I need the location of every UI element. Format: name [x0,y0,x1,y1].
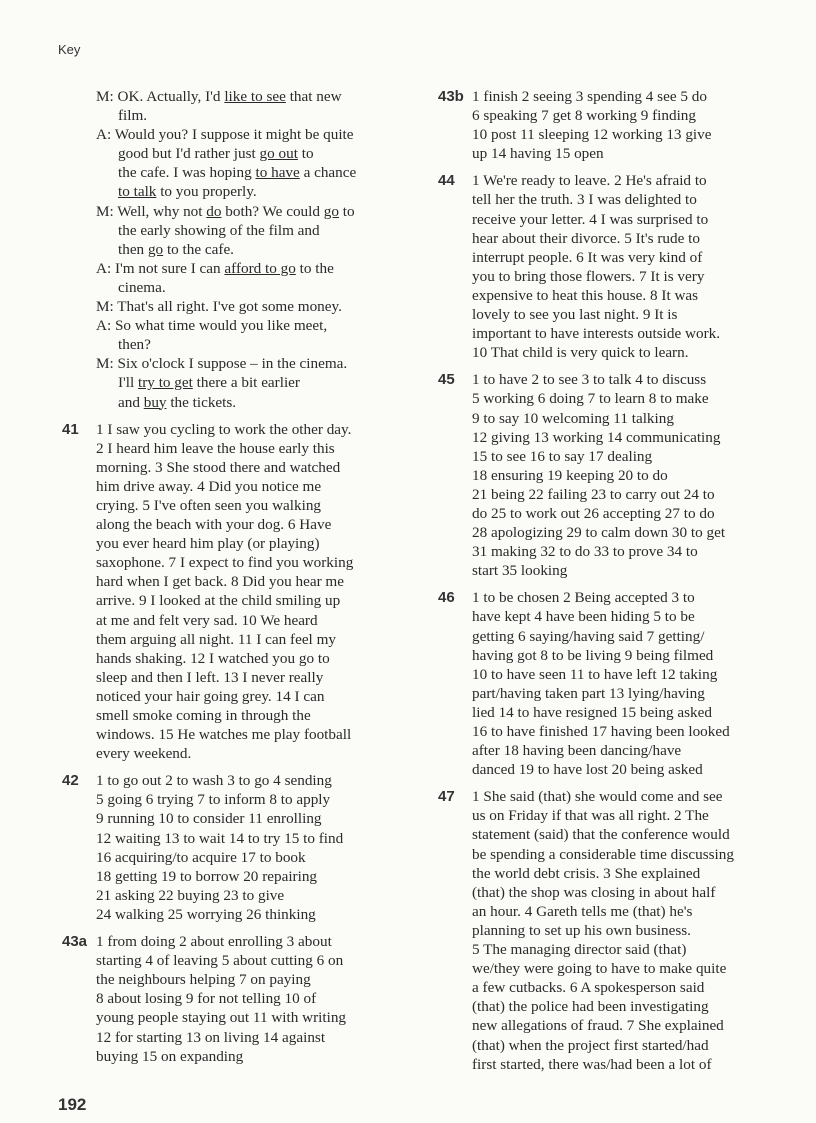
dialogue-line [96,144,418,163]
dialogue-line [96,202,418,221]
dialogue-text: the tickets. [166,393,237,411]
dialogue-text: cinema. [118,278,166,296]
answer-line: buying 15 on expanding [96,1047,244,1065]
dialogue-text: to the [295,259,334,277]
dialogue-line [96,240,418,259]
answer-line: 1 finish 2 seeing 3 spending 4 see 5 do [472,88,707,105]
answer-line: first started, there was/had been a lot of [472,1055,712,1073]
answer-line: the world debt crisis. 3 She explained [472,864,701,882]
dialogue-text: a chance [299,164,357,182]
dialogue-line [96,163,418,182]
answer-line: 6 speaking 7 get 8 working 9 finding [472,107,696,125]
answer-line: up 14 having 15 open [472,145,604,163]
exercise-46 [438,588,806,779]
underlined-verb: afford to go [224,259,296,277]
dialogue-line [96,393,418,412]
answer-line: tell her the truth. 3 I was delighted to [472,191,697,209]
exercise-41 [62,420,418,764]
answer-line: 5 The managing director said (that) [472,941,687,959]
answer-line: along the beach with your dog. 6 Have [96,516,332,534]
dialogue-text: the cafe. I was hoping [118,164,256,182]
answer-line: have kept 4 have been hiding 5 to be [472,608,695,626]
answer-line: having got 8 to be living 9 being filmed [472,646,714,664]
answer-line: saxophone. 7 I expect to find you working [96,554,354,572]
dialogue-line [96,221,418,240]
answer-line: statement (said) that the conference would [472,826,730,844]
answer-line: we/they were going to have to make quite [472,960,727,978]
answer-line: expensive to heat this house. 8 It was [472,286,699,304]
answer-line: noticed your hair going grey. 14 I can [96,687,325,705]
answer-line: 8 about losing 9 for not telling 10 of [96,990,317,1008]
exercise-47 [438,787,806,1073]
answer-line: 12 waiting 13 to wait 14 to try 15 to find [96,829,344,847]
answer-line: 21 asking 22 buying 23 to give [96,886,285,904]
dialogue-text: and [118,393,144,411]
answer-line: crying. 5 I've often seen you walking [96,496,322,514]
dialogue-block [62,87,418,412]
dialogue-text: M: OK. Actually, I'd [96,88,225,105]
answer-line: 2 I heard him leave the house early this [96,439,335,457]
dialogue-text: good but I'd rather just [118,145,260,163]
dialogue-text: then [118,240,148,258]
dialogue-line [96,278,418,297]
answer-line: 16 to have finished 17 having been looked [472,723,730,740]
dialogue-line [96,373,418,392]
dialogue-text: A: I'm not sure I can [96,259,225,277]
underlined-verb: go out [259,145,298,163]
exercise-number: 41 [62,420,79,438]
answer-line: 1 to have 2 to see 3 to talk 4 to discuss [472,371,707,389]
underlined-verb: buy [143,393,167,411]
answer-line: 5 working 6 doing 7 to learn 8 to make [472,390,709,408]
answer-line: 9 to say 10 welcoming 11 talking [472,409,674,427]
answer-line: 10 That child is very quick to learn. [472,344,689,362]
dialogue-text: the early showing of the film and [118,221,320,239]
answer-line: 10 post 11 sleeping 12 working 13 give [472,126,712,144]
dialogue-line [96,259,418,278]
answer-line: the neighbours helping 7 on paying [96,971,311,989]
answer-line: 16 acquiring/to acquire 17 to book [96,848,306,866]
dialogue-line [96,297,418,316]
answer-line: 24 walking 25 worrying 26 thinking [96,905,316,923]
answer-line: sleep and then I left. 13 I never really [96,668,324,686]
answer-line: receive your letter. 4 I was surprised to [472,210,709,228]
dialogue-text: to you properly. [156,183,257,201]
answer-line: 15 to see 16 to say 17 dealing [472,447,653,465]
answer-line: every weekend. [96,745,192,763]
answer-line: lovely to see you last night. 9 It is [472,306,678,324]
exercise-44 [438,171,806,362]
answer-line: 1 from doing 2 about enrolling 3 about [96,933,332,951]
answer-line: 1 We're ready to leave. 2 He's afraid to [472,172,707,190]
answer-line: starting 4 of leaving 5 about cutting 6 on [96,952,344,970]
answer-line: 10 to have seen 11 to have left 12 taking [472,665,718,683]
exercise-number: 42 [62,772,79,790]
answer-line: a few cutbacks. 6 A spokesperson said [472,979,705,997]
dialogue-line [96,106,418,125]
answer-line: him drive away. 4 Did you notice me [96,477,322,495]
right-column [438,87,806,1082]
dialogue-text: to [338,202,355,220]
answer-line: them arguing all night. 11 I can feel my [96,630,336,648]
exercise-43b [438,87,806,163]
answer-line: getting 6 saying/having said 7 getting/ [472,627,705,645]
dialogue-line [96,182,418,201]
underlined-verb: to talk [118,183,157,201]
dialogue-text: to the cafe. [163,240,234,258]
answer-line: part/having taken part 13 lying/having [472,684,705,702]
answer-line: 5 going 6 trying 7 to inform 8 to apply [96,791,331,809]
dialogue-line [96,316,418,335]
underlined-verb: go [147,240,164,258]
answer-line: at me and felt very sad. 10 We heard [96,611,318,629]
answer-line: 18 ensuring 19 keeping 20 to do [472,466,668,484]
exercise-42 [62,771,418,924]
dialogue-line [96,87,418,106]
left-column [62,87,418,1074]
answer-line: 28 apologizing 29 to calm down 30 to get [472,524,726,542]
answer-line: 18 getting 19 to borrow 20 repairing [96,867,318,885]
answer-line: danced 19 to have lost 20 being asked [472,761,703,779]
answer-line: after 18 having been dancing/have [472,742,682,760]
answer-line: 21 being 22 failing 23 to carry out 24 to [472,485,715,503]
answer-line: important to have interests outside work. [472,325,721,343]
dialogue-text: M: That's all right. I've got some money. [96,298,342,316]
answer-line: interrupt people. 6 It was very kind of [472,248,703,266]
exercise-number: 47 [438,788,455,806]
answer-line: lied 14 to have resigned 15 being asked [472,703,712,721]
dialogue-line [96,354,418,373]
dialogue-text: that new [285,88,342,105]
answer-line: us on Friday if that was all right. 2 The [472,807,709,825]
exercise-number: 44 [438,172,455,190]
underlined-verb: like to see [224,88,286,105]
underlined-verb: go [323,202,339,220]
dialogue-text: film. [118,107,148,125]
answer-line: windows. 15 He watches me play football [96,726,352,744]
answer-line: 9 running 10 to consider 11 enrolling [96,810,322,828]
dialogue-text: M: Six o'clock I suppose – in the cinema. [96,355,348,373]
answer-line: you to bring those flowers. 7 It is very [472,267,705,285]
answer-line: 12 giving 13 working 14 communicating [472,428,721,446]
answer-line: (that) the police had been investigating [472,998,709,1016]
answer-line: 1 to go out 2 to wash 3 to go 4 sending [96,772,332,790]
dialogue-text: A: So what time would you like meet, [96,317,328,335]
answer-line: 1 She said (that) she would come and see [472,788,723,806]
underlined-verb: to have [255,164,300,182]
answer-line: do 25 to work out 26 accepting 27 to do [472,504,715,522]
answer-line: an hour. 4 Gareth tells me (that) he's [472,902,693,920]
dialogue-text: I'll [118,374,139,392]
answer-line: hard when I get back. 8 Did you hear me [96,573,344,591]
answer-line: start 35 looking [472,562,568,580]
answer-line: be spending a considerable time discussing [472,845,734,863]
exercise-number: 43b [438,88,464,105]
dialogue-text: A: Would you? I suppose it might be quite [96,126,354,144]
answer-line: planning to set up his own business. [472,921,691,939]
answer-line: (that) when the project first started/had [472,1036,709,1054]
answer-line: hands shaking. 12 I watched you go to [96,649,330,667]
dialogue-text: there a bit earlier [192,374,300,392]
answer-line: arrive. 9 I looked at the child smiling up [96,592,341,610]
answer-line: (that) the shop was closing in about half [472,883,716,901]
exercise-number: 43a [62,933,88,951]
dialogue-text: both? We could [221,202,324,220]
answer-line: new allegations of fraud. 7 She explained [472,1017,724,1035]
exercise-43a [62,932,418,1066]
dialogue-text: then? [118,336,151,354]
answer-line: 31 making 32 to do 33 to prove 34 to [472,543,698,561]
answer-line: you ever heard him play (or playing) [96,535,320,553]
dialogue-line [96,335,418,354]
underlined-verb: try to get [138,374,193,392]
dialogue-line [96,125,418,144]
answer-line: young people staying out 11 with writing [96,1009,347,1027]
page-number: 192 [58,1095,87,1114]
answer-line: 1 I saw you cycling to work the other day. [96,420,352,438]
dialogue-text: to [297,145,314,163]
answer-line: smell smoke coming in through the [96,707,311,724]
underlined-verb: do [206,202,222,220]
answer-line: 12 for starting 13 on living 14 against [96,1028,326,1046]
exercise-number: 46 [438,589,455,607]
answer-line: 1 to be chosen 2 Being accepted 3 to [472,589,695,607]
answer-line: morning. 3 She stood there and watched [96,458,341,476]
dialogue-text: M: Well, why not [96,202,207,220]
answer-line: hear about their divorce. 5 It's rude to [472,229,700,247]
exercise-number: 45 [438,371,455,389]
page-header: Key [58,42,81,57]
exercise-45 [438,370,806,580]
